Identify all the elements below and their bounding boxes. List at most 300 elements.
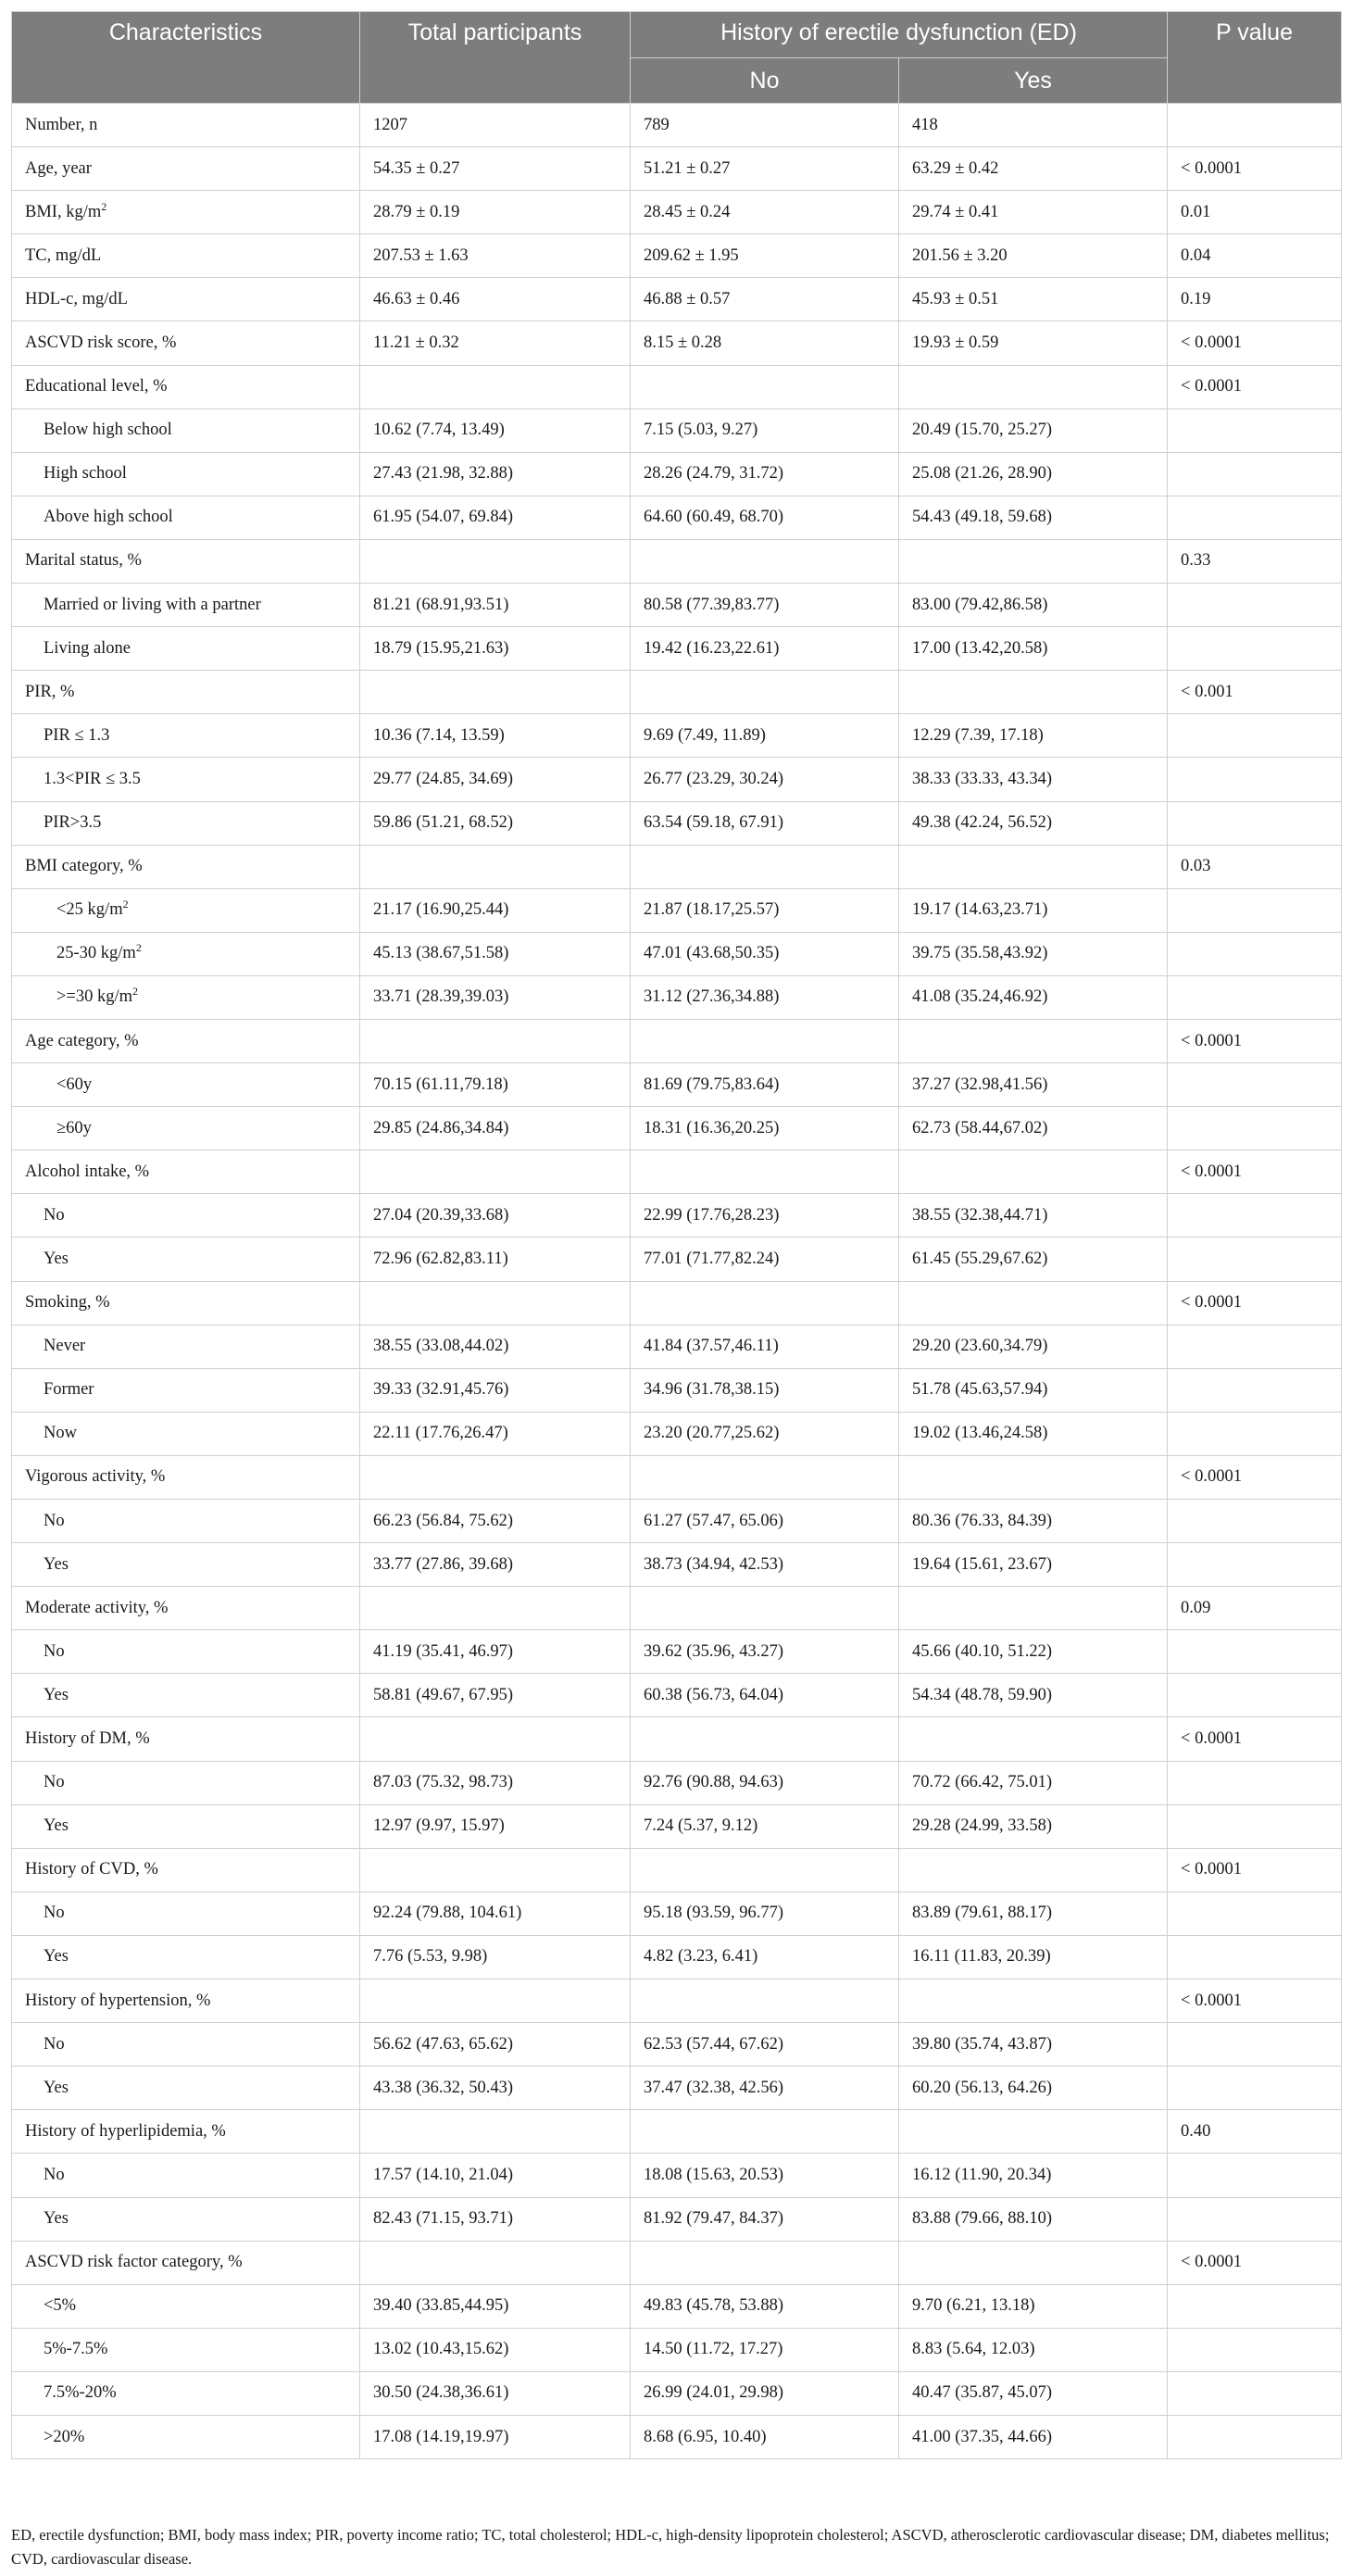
row-label — [12, 671, 360, 714]
table-row — [12, 1063, 1342, 1107]
cell-p-value: < 0.0001 — [1168, 2241, 1342, 2284]
row-label — [12, 1194, 360, 1238]
row-label-text: History of DM, % — [25, 1729, 150, 1749]
cell-no-ed — [631, 1281, 899, 1325]
cell-yes-ed — [899, 1587, 1168, 1630]
cell-yes-ed — [899, 1281, 1168, 1325]
cell-total: 29.77 (24.85, 34.69) — [360, 758, 631, 801]
cell-yes-ed: 63.29 ± 0.42 — [899, 147, 1168, 191]
row-label-text: Educational level, % — [25, 377, 168, 396]
row-label — [12, 1848, 360, 1891]
cell-total: 207.53 ± 1.63 — [360, 234, 631, 278]
row-label-text: <25 kg/m — [56, 900, 123, 920]
row-label-superscript: 2 — [122, 898, 129, 911]
cell-total — [360, 2110, 631, 2154]
cell-p-value — [1168, 1630, 1342, 1674]
table-row — [12, 2110, 1342, 2154]
row-label-superscript: 2 — [132, 985, 139, 999]
row-label-text: Living alone — [44, 638, 131, 658]
cell-yes-ed — [899, 2241, 1168, 2284]
cell-no-ed: 28.26 (24.79, 31.72) — [631, 452, 899, 496]
table-row — [12, 2154, 1342, 2197]
cell-yes-ed: 51.78 (45.63,57.94) — [899, 1368, 1168, 1412]
cell-total: 29.85 (24.86,34.84) — [360, 1107, 631, 1150]
table-row — [12, 1412, 1342, 1455]
cell-no-ed — [631, 2241, 899, 2284]
row-label — [12, 147, 360, 191]
cell-yes-ed: 20.49 (15.70, 25.27) — [899, 408, 1168, 452]
cell-p-value — [1168, 1891, 1342, 1935]
row-label — [12, 1761, 360, 1804]
table-row — [12, 1717, 1342, 1761]
cell-yes-ed: 62.73 (58.44,67.02) — [899, 1107, 1168, 1150]
cell-total: 87.03 (75.32, 98.73) — [360, 1761, 631, 1804]
table-row — [12, 1238, 1342, 1281]
table-row — [12, 584, 1342, 627]
table-row — [12, 452, 1342, 496]
cell-yes-ed: 45.93 ± 0.51 — [899, 278, 1168, 321]
cell-p-value — [1168, 1194, 1342, 1238]
row-label-text: History of hypertension, % — [25, 1991, 211, 2010]
cell-yes-ed: 38.55 (32.38,44.71) — [899, 1194, 1168, 1238]
row-label — [12, 1063, 360, 1107]
cell-yes-ed: 83.00 (79.42,86.58) — [899, 584, 1168, 627]
row-label — [12, 1891, 360, 1935]
cell-yes-ed: 45.66 (40.10, 51.22) — [899, 1630, 1168, 1674]
cell-total — [360, 1019, 631, 1062]
cell-p-value — [1168, 2154, 1342, 2197]
cell-no-ed: 39.62 (35.96, 43.27) — [631, 1630, 899, 1674]
table-row — [12, 408, 1342, 452]
cell-p-value: 0.04 — [1168, 234, 1342, 278]
cell-yes-ed: 60.20 (56.13, 64.26) — [899, 2067, 1168, 2110]
cell-yes-ed: 29.28 (24.99, 33.58) — [899, 1804, 1168, 1848]
cell-no-ed: 23.20 (20.77,25.62) — [631, 1412, 899, 1455]
cell-no-ed: 80.58 (77.39,83.77) — [631, 584, 899, 627]
cell-p-value — [1168, 2328, 1342, 2371]
row-label — [12, 365, 360, 408]
cell-no-ed: 21.87 (18.17,25.57) — [631, 888, 899, 932]
table-row — [12, 1761, 1342, 1804]
cell-total: 27.43 (21.98, 32.88) — [360, 452, 631, 496]
row-label — [12, 1281, 360, 1325]
cell-no-ed: 63.54 (59.18, 67.91) — [631, 801, 899, 845]
row-label-text: 7.5%-20% — [44, 2383, 117, 2403]
cell-total — [360, 1150, 631, 1194]
cell-yes-ed — [899, 2110, 1168, 2154]
cell-no-ed — [631, 1019, 899, 1062]
cell-total — [360, 1587, 631, 1630]
cell-total — [360, 539, 631, 583]
row-label — [12, 627, 360, 671]
table-row — [12, 1674, 1342, 1717]
cell-yes-ed: 39.75 (35.58,43.92) — [899, 932, 1168, 975]
cell-total: 7.76 (5.53, 9.98) — [360, 1935, 631, 1979]
cell-yes-ed: 49.38 (42.24, 56.52) — [899, 801, 1168, 845]
row-label-text: PIR>3.5 — [44, 813, 102, 833]
cell-total — [360, 1281, 631, 1325]
cell-yes-ed — [899, 365, 1168, 408]
table-row — [12, 1368, 1342, 1412]
cell-yes-ed: 19.64 (15.61, 23.67) — [899, 1543, 1168, 1587]
table-row — [12, 758, 1342, 801]
row-label — [12, 1150, 360, 1194]
row-label-text: 1.3<PIR ≤ 3.5 — [44, 769, 141, 788]
row-label — [12, 1107, 360, 1150]
cell-total: 43.38 (36.32, 50.43) — [360, 2067, 631, 2110]
cell-no-ed — [631, 1717, 899, 1761]
cell-yes-ed: 70.72 (66.42, 75.01) — [899, 1761, 1168, 1804]
cell-no-ed: 28.45 ± 0.24 — [631, 191, 899, 234]
row-label-text: No — [44, 2165, 65, 2184]
row-label — [12, 1979, 360, 2023]
row-label-text: Moderate activity, % — [25, 1598, 169, 1617]
cell-no-ed — [631, 671, 899, 714]
cell-total: 21.17 (16.90,25.44) — [360, 888, 631, 932]
cell-no-ed — [631, 539, 899, 583]
table-row — [12, 104, 1342, 147]
cell-yes-ed: 37.27 (32.98,41.56) — [899, 1063, 1168, 1107]
header-p-value: P value — [1168, 12, 1342, 104]
row-label — [12, 2110, 360, 2154]
cell-p-value — [1168, 2371, 1342, 2415]
row-label-text: Yes — [44, 1249, 69, 1268]
characteristics-table — [11, 11, 1342, 2459]
cell-yes-ed: 201.56 ± 3.20 — [899, 234, 1168, 278]
cell-total: 13.02 (10.43,15.62) — [360, 2328, 631, 2371]
row-label-text: Number, n — [25, 115, 98, 134]
row-label — [12, 1412, 360, 1455]
cell-yes-ed: 17.00 (13.42,20.58) — [899, 627, 1168, 671]
cell-yes-ed: 83.89 (79.61, 88.17) — [899, 1891, 1168, 1935]
row-label-text: No — [44, 1511, 65, 1530]
row-label-text: No — [44, 1641, 65, 1661]
cell-total — [360, 845, 631, 888]
row-label-text: Now — [44, 1424, 77, 1443]
cell-p-value — [1168, 2284, 1342, 2328]
cell-no-ed — [631, 1848, 899, 1891]
cell-p-value: 0.01 — [1168, 191, 1342, 234]
row-label — [12, 975, 360, 1019]
table-row — [12, 627, 1342, 671]
cell-yes-ed — [899, 539, 1168, 583]
cell-yes-ed — [899, 1979, 1168, 2023]
row-label — [12, 278, 360, 321]
row-label-text: Age, year — [25, 158, 92, 178]
row-label — [12, 539, 360, 583]
cell-no-ed: 60.38 (56.73, 64.04) — [631, 1674, 899, 1717]
cell-total: 61.95 (54.07, 69.84) — [360, 496, 631, 539]
table-row — [12, 2023, 1342, 2067]
row-label-text: Yes — [44, 1685, 69, 1704]
cell-yes-ed: 25.08 (21.26, 28.90) — [899, 452, 1168, 496]
row-label-text: Alcohol intake, % — [25, 1162, 150, 1181]
cell-yes-ed: 418 — [899, 104, 1168, 147]
table-row — [12, 147, 1342, 191]
header-total-participants: Total participants — [360, 12, 631, 104]
cell-no-ed: 92.76 (90.88, 94.63) — [631, 1761, 899, 1804]
cell-p-value: 0.40 — [1168, 2110, 1342, 2154]
cell-no-ed — [631, 1587, 899, 1630]
row-label-text: Marital status, % — [25, 551, 142, 571]
row-label — [12, 408, 360, 452]
cell-p-value — [1168, 758, 1342, 801]
table-body — [12, 104, 1342, 2459]
cell-total: 41.19 (35.41, 46.97) — [360, 1630, 631, 1674]
cell-p-value — [1168, 975, 1342, 1019]
row-label-text: No — [44, 1205, 65, 1225]
table-row — [12, 1630, 1342, 1674]
cell-total: 10.36 (7.14, 13.59) — [360, 714, 631, 758]
row-label-text: Former — [44, 1380, 94, 1400]
row-label — [12, 2241, 360, 2284]
table-row — [12, 496, 1342, 539]
cell-p-value: < 0.0001 — [1168, 1019, 1342, 1062]
row-label — [12, 2415, 360, 2458]
cell-p-value: < 0.0001 — [1168, 1848, 1342, 1891]
table-row — [12, 2241, 1342, 2284]
table-row — [12, 1500, 1342, 1543]
cell-total: 56.62 (47.63, 65.62) — [360, 2023, 631, 2067]
cell-yes-ed: 19.93 ± 0.59 — [899, 321, 1168, 365]
table-container — [11, 11, 1341, 2459]
cell-yes-ed: 19.17 (14.63,23.71) — [899, 888, 1168, 932]
row-label-text: Yes — [44, 1554, 69, 1574]
cell-p-value — [1168, 2197, 1342, 2241]
header-characteristics: Characteristics — [12, 12, 360, 104]
cell-p-value: < 0.0001 — [1168, 1979, 1342, 2023]
cell-total: 33.71 (28.39,39.03) — [360, 975, 631, 1019]
cell-no-ed: 7.24 (5.37, 9.12) — [631, 1804, 899, 1848]
cell-yes-ed: 9.70 (6.21, 13.18) — [899, 2284, 1168, 2328]
cell-p-value: 0.19 — [1168, 278, 1342, 321]
row-label — [12, 1238, 360, 1281]
table-row — [12, 975, 1342, 1019]
cell-total: 59.86 (51.21, 68.52) — [360, 801, 631, 845]
cell-yes-ed — [899, 1455, 1168, 1499]
cell-p-value — [1168, 584, 1342, 627]
table-row — [12, 1150, 1342, 1194]
row-label — [12, 1587, 360, 1630]
cell-total — [360, 365, 631, 408]
cell-no-ed: 81.92 (79.47, 84.37) — [631, 2197, 899, 2241]
row-label-superscript: 2 — [101, 199, 107, 213]
cell-no-ed: 41.84 (37.57,46.11) — [631, 1325, 899, 1368]
table-row — [12, 2415, 1342, 2458]
cell-total: 17.08 (14.19,19.97) — [360, 2415, 631, 2458]
row-label — [12, 1630, 360, 1674]
table-row — [12, 2067, 1342, 2110]
table-header — [12, 12, 1342, 104]
cell-yes-ed — [899, 1019, 1168, 1062]
row-label — [12, 1325, 360, 1368]
table-row — [12, 888, 1342, 932]
cell-total: 92.24 (79.88, 104.61) — [360, 1891, 631, 1935]
cell-no-ed: 95.18 (93.59, 96.77) — [631, 1891, 899, 1935]
cell-total: 54.35 ± 0.27 — [360, 147, 631, 191]
row-label-text: High school — [44, 464, 127, 484]
cell-yes-ed: 19.02 (13.46,24.58) — [899, 1412, 1168, 1455]
cell-no-ed: 51.21 ± 0.27 — [631, 147, 899, 191]
table-row — [12, 671, 1342, 714]
cell-p-value — [1168, 496, 1342, 539]
row-label — [12, 1804, 360, 1848]
cell-p-value — [1168, 408, 1342, 452]
row-label — [12, 1455, 360, 1499]
cell-no-ed: 34.96 (31.78,38.15) — [631, 1368, 899, 1412]
row-label-text: <5% — [44, 2296, 77, 2316]
cell-total: 81.21 (68.91,93.51) — [360, 584, 631, 627]
cell-total: 58.81 (49.67, 67.95) — [360, 1674, 631, 1717]
cell-yes-ed — [899, 1717, 1168, 1761]
cell-p-value — [1168, 2023, 1342, 2067]
cell-yes-ed: 41.08 (35.24,46.92) — [899, 975, 1168, 1019]
row-label — [12, 1717, 360, 1761]
cell-p-value: 0.33 — [1168, 539, 1342, 583]
cell-no-ed: 49.83 (45.78, 53.88) — [631, 2284, 899, 2328]
row-label-text: >=30 kg/m — [56, 987, 133, 1007]
row-label-text: Below high school — [44, 421, 172, 440]
cell-p-value — [1168, 104, 1342, 147]
cell-p-value — [1168, 1325, 1342, 1368]
cell-no-ed: 26.77 (23.29, 30.24) — [631, 758, 899, 801]
row-label — [12, 714, 360, 758]
cell-yes-ed: 83.88 (79.66, 88.10) — [899, 2197, 1168, 2241]
table-row — [12, 365, 1342, 408]
cell-p-value: < 0.0001 — [1168, 1717, 1342, 1761]
row-label-text: HDL-c, mg/dL — [25, 289, 128, 308]
header-no: No — [631, 58, 899, 104]
table-row — [12, 2284, 1342, 2328]
row-label — [12, 2197, 360, 2241]
cell-p-value — [1168, 888, 1342, 932]
cell-no-ed: 18.31 (16.36,20.25) — [631, 1107, 899, 1150]
cell-yes-ed: 16.11 (11.83, 20.39) — [899, 1935, 1168, 1979]
row-label-text: Age category, % — [25, 1031, 139, 1050]
row-label-superscript: 2 — [135, 941, 142, 955]
cell-yes-ed: 61.45 (55.29,67.62) — [899, 1238, 1168, 1281]
row-label — [12, 1935, 360, 1979]
table-row — [12, 278, 1342, 321]
cell-no-ed — [631, 845, 899, 888]
cell-p-value — [1168, 1674, 1342, 1717]
cell-total — [360, 1455, 631, 1499]
row-label — [12, 2284, 360, 2328]
cell-p-value: < 0.0001 — [1168, 321, 1342, 365]
row-label — [12, 888, 360, 932]
cell-yes-ed: 41.00 (37.35, 44.66) — [899, 2415, 1168, 2458]
row-label — [12, 801, 360, 845]
row-label — [12, 496, 360, 539]
cell-total — [360, 2241, 631, 2284]
cell-p-value — [1168, 932, 1342, 975]
cell-total — [360, 1717, 631, 1761]
table-row — [12, 1194, 1342, 1238]
cell-p-value — [1168, 1804, 1342, 1848]
cell-no-ed: 81.69 (79.75,83.64) — [631, 1063, 899, 1107]
table-row — [12, 801, 1342, 845]
cell-no-ed: 8.68 (6.95, 10.40) — [631, 2415, 899, 2458]
cell-yes-ed: 12.29 (7.39, 17.18) — [899, 714, 1168, 758]
cell-total — [360, 671, 631, 714]
cell-yes-ed: 54.43 (49.18, 59.68) — [899, 496, 1168, 539]
cell-no-ed: 14.50 (11.72, 17.27) — [631, 2328, 899, 2371]
cell-no-ed: 46.88 ± 0.57 — [631, 278, 899, 321]
cell-no-ed: 789 — [631, 104, 899, 147]
cell-total: 30.50 (24.38,36.61) — [360, 2371, 631, 2415]
cell-p-value — [1168, 1500, 1342, 1543]
cell-no-ed: 18.08 (15.63, 20.53) — [631, 2154, 899, 2197]
row-label-text: ≥60y — [56, 1118, 92, 1137]
cell-total: 22.11 (17.76,26.47) — [360, 1412, 631, 1455]
row-label-text: Never — [44, 1337, 86, 1356]
table-row — [12, 2371, 1342, 2415]
cell-yes-ed: 29.20 (23.60,34.79) — [899, 1325, 1168, 1368]
cell-no-ed — [631, 1150, 899, 1194]
cell-total: 46.63 ± 0.46 — [360, 278, 631, 321]
cell-p-value: < 0.0001 — [1168, 1455, 1342, 1499]
table-row — [12, 321, 1342, 365]
row-label — [12, 845, 360, 888]
cell-no-ed: 8.15 ± 0.28 — [631, 321, 899, 365]
row-label-text: TC, mg/dL — [25, 245, 102, 265]
cell-p-value: 0.09 — [1168, 1587, 1342, 1630]
cell-p-value — [1168, 2415, 1342, 2458]
cell-total: 72.96 (62.82,83.11) — [360, 1238, 631, 1281]
table-row — [12, 2197, 1342, 2241]
cell-no-ed: 77.01 (71.77,82.24) — [631, 1238, 899, 1281]
table-row — [12, 1979, 1342, 2023]
row-label-text: No — [44, 1773, 65, 1792]
cell-no-ed — [631, 1979, 899, 2023]
table-row — [12, 1891, 1342, 1935]
row-label-text: Smoking, % — [25, 1293, 110, 1313]
row-label — [12, 2154, 360, 2197]
cell-p-value — [1168, 714, 1342, 758]
cell-total: 33.77 (27.86, 39.68) — [360, 1543, 631, 1587]
cell-no-ed — [631, 1455, 899, 1499]
row-label — [12, 452, 360, 496]
table-row — [12, 845, 1342, 888]
row-label-text: Married or living with a partner — [44, 595, 261, 614]
table-row — [12, 1281, 1342, 1325]
row-label-text: Yes — [44, 2078, 69, 2097]
cell-no-ed: 4.82 (3.23, 6.41) — [631, 1935, 899, 1979]
table-row — [12, 191, 1342, 234]
cell-yes-ed — [899, 845, 1168, 888]
cell-total — [360, 1979, 631, 2023]
cell-no-ed: 37.47 (32.38, 42.56) — [631, 2067, 899, 2110]
row-label-text: 5%-7.5% — [44, 2340, 108, 2359]
cell-no-ed: 38.73 (34.94, 42.53) — [631, 1543, 899, 1587]
row-label — [12, 1674, 360, 1717]
row-label — [12, 191, 360, 234]
cell-yes-ed: 54.34 (48.78, 59.90) — [899, 1674, 1168, 1717]
row-label — [12, 584, 360, 627]
table-row — [12, 1935, 1342, 1979]
cell-yes-ed: 40.47 (35.87, 45.07) — [899, 2371, 1168, 2415]
cell-no-ed — [631, 2110, 899, 2154]
row-label-text: <60y — [56, 1074, 93, 1094]
row-label-text: Vigorous activity, % — [25, 1467, 166, 1487]
cell-no-ed: 9.69 (7.49, 11.89) — [631, 714, 899, 758]
cell-p-value — [1168, 1063, 1342, 1107]
cell-total: 10.62 (7.74, 13.49) — [360, 408, 631, 452]
row-label — [12, 758, 360, 801]
cell-p-value: < 0.0001 — [1168, 147, 1342, 191]
cell-total: 70.15 (61.11,79.18) — [360, 1063, 631, 1107]
row-label-text: PIR ≤ 1.3 — [44, 725, 110, 745]
